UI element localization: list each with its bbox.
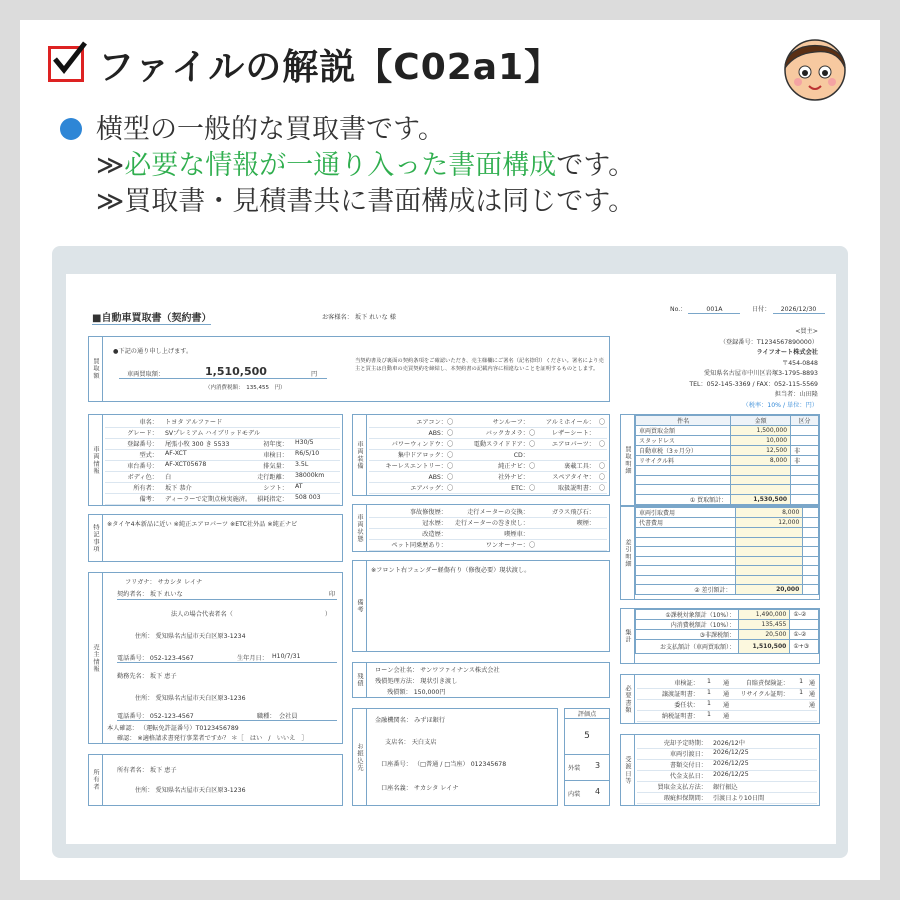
- table-cell: [636, 566, 736, 576]
- table-cell: [636, 528, 736, 538]
- cell-text: R6/5/10: [295, 450, 320, 457]
- cell-text: エアロパーツ：: [551, 441, 595, 448]
- table-row: [636, 436, 819, 446]
- table-cell: 車両買取金額: [636, 426, 731, 436]
- bullet-list: [60, 112, 635, 220]
- buyer-info: <買主> （登録番号：T1234567890000） ライフオート株式会社 〒454-0848 愛知県名古屋市中川区岩塚3-1795-8893 TEL：052-145-3369 / FAX：052-115-5569 担当者：山田隆 （税率：10% / 単位：円）: [689, 328, 818, 409]
- cell-text: 車検日：: [263, 452, 288, 459]
- delivery-section: 受渡日等 売却予定時期： 2026/12中 車両引渡日： 2026/12/25 書類交付日： 2026/12/25 代金支払日： 2026/12/25 買取金支払方法： 銀行振込 瑕疵担保期間： 引渡日より10日間: [620, 734, 820, 806]
- table-row: [637, 711, 817, 722]
- cell-text: 電動スライドドア：: [473, 441, 529, 448]
- table-cell: [791, 436, 819, 446]
- table-cell: [791, 485, 819, 495]
- table-cell: [803, 585, 819, 595]
- documents-table: [637, 678, 817, 722]
- cell-text: CD：: [513, 452, 529, 459]
- cell-text: 〇: [529, 430, 536, 437]
- boy-avatar-icon: [780, 30, 850, 102]
- cell-text: 損耗指定：: [257, 496, 288, 503]
- table-cell: [636, 485, 731, 495]
- cell-text: 瑕疵担保期間：: [663, 795, 707, 802]
- table-row: [636, 416, 819, 426]
- table-cell: 10,000: [731, 436, 791, 446]
- cell-text: 銀行振込: [713, 784, 738, 791]
- cell-text: 所有者：: [133, 485, 158, 492]
- cell-text: 1: [707, 678, 711, 685]
- table-row: [636, 566, 819, 576]
- table-cell: [803, 547, 819, 557]
- table-cell: ①+③: [790, 640, 819, 654]
- table-row: [636, 556, 819, 566]
- cell-text: 納税証明書：: [661, 713, 699, 720]
- table-row: [636, 528, 819, 538]
- purchase-document: [66, 274, 836, 844]
- table-row: [105, 472, 340, 483]
- cell-text: ガラス飛び石：: [551, 509, 595, 516]
- score-total: 5: [584, 731, 590, 741]
- page-title: ファイルの解説【C02a1】: [98, 46, 562, 88]
- table-row: [636, 537, 819, 547]
- contract-notice: 当契約書及び裏面の契約条項をご確認いただき、売主様欄にご署名（記名捺印）ください。署名により売主と買主は自動車の売買契約を締結し、本契約書の記載内容に相違ないことを証明するものとします。: [355, 358, 604, 372]
- table-row: [369, 529, 607, 540]
- cell-text: SVプレミアム ハイブリッドモデル: [165, 430, 261, 437]
- cell-text: 備考：: [139, 496, 158, 503]
- cell-text: 集中ドアロック：: [397, 452, 447, 459]
- cell-text: 1: [707, 700, 711, 707]
- cell-text: 1: [799, 689, 803, 696]
- table-cell: [735, 556, 803, 566]
- cell-text: 38000km: [295, 472, 325, 479]
- slide-card: [20, 20, 880, 880]
- totals-table: [635, 609, 819, 654]
- cell-text: 喫煙：: [576, 520, 595, 527]
- cell-text: 通: [808, 691, 815, 698]
- table-cell: 1,530,500: [731, 494, 791, 504]
- checkbox-icon: [48, 46, 84, 82]
- remarks-section: 備考 ※フロント右フェンダー軽傷有り（修復必要）現状渡し。: [352, 560, 610, 652]
- table-cell: 代書費用: [636, 518, 736, 528]
- table-row: [636, 494, 819, 504]
- cell-text: 代金支払日：: [669, 773, 707, 780]
- cell-text: 尾張小牧 300 き 5533: [165, 441, 230, 448]
- cell-text: 〇: [447, 463, 454, 470]
- table-cell: [735, 575, 803, 585]
- cell-text: ETC：: [511, 485, 529, 492]
- table-cell: [636, 547, 736, 557]
- title-row: [48, 34, 561, 94]
- table-cell: [735, 528, 803, 538]
- table-cell: 8,000: [735, 508, 803, 518]
- price-section-label: 買取額: [89, 337, 103, 401]
- cell-text: グレード：: [127, 430, 158, 437]
- table-row: [105, 494, 340, 505]
- cell-text: 売却予定時期：: [663, 740, 707, 747]
- cell-text: 坂下 恭介: [165, 485, 192, 492]
- cell-text: アルミホイール：: [545, 419, 595, 426]
- bullet-line-2: ≫必要な情報が一通り入った書面構成です。: [96, 150, 636, 181]
- table-row: [369, 417, 607, 428]
- doc-number: No.： 001A: [670, 304, 740, 314]
- table-cell: [803, 556, 819, 566]
- cell-text: 〇: [598, 474, 605, 481]
- bullet-line-1: 横型の一般的な買取書です。: [60, 112, 635, 148]
- cell-text: スペアタイヤ：: [552, 474, 595, 481]
- cell-text: 通: [723, 691, 730, 698]
- equipment-table: [369, 417, 607, 494]
- bullet-dot-icon: [60, 118, 82, 140]
- cell-text: ワンオーナー：: [485, 542, 529, 549]
- table-cell: 車両引取費用: [636, 508, 736, 518]
- purchase-details-table: [635, 415, 819, 505]
- table-cell: [790, 620, 819, 630]
- documents-section: 必要書類 車検証： 1 通 自賠責保険証： 1 通 譲渡証明書： 1 通 リサイクル証明： 1 通 委任状： 1 通 通 納税証明書： 1 通: [620, 674, 820, 724]
- table-row: [637, 689, 817, 700]
- condition-table: [369, 507, 607, 551]
- table-row: [636, 630, 819, 640]
- table-cell: ① 買取額計：: [636, 494, 731, 504]
- cell-text: エアバッグ：: [410, 485, 447, 492]
- table-cell: 12,000: [735, 518, 803, 528]
- cell-text: 通: [723, 680, 730, 687]
- table-row: [636, 640, 819, 654]
- score-section: 評価点 5 外装 3 内装 4: [564, 708, 610, 806]
- table-row: [369, 461, 607, 472]
- table-cell: 内消費税額計（10%）：: [636, 620, 739, 630]
- table-cell: 1,500,000: [731, 426, 791, 436]
- table-cell: 20,000: [735, 585, 803, 595]
- table-cell: 金額: [731, 416, 791, 426]
- table-row: [105, 461, 340, 472]
- cell-text: バックカメラ：: [485, 430, 529, 437]
- equipment-section: 車両装備 エアコン： 〇 サンルーフ： アルミホイール： 〇 ABS： 〇 バックカメラ： 〇 レザーシート： パワーウィンドウ： 〇 電動スライドドア： 〇 エアロパーツ： 〇 集中ドアロック： 〇 CD： キーレスエントリー： 〇 純正ナビ： 〇 裏載工具： 〇 ABS： 〇 社外ナビ： スペアタイヤ： 〇 エアバッグ： 〇 ETC： 〇 取扱説明書： 〇: [352, 414, 610, 496]
- cell-text: 走行メーターの交換：: [467, 509, 529, 516]
- cell-text: 2026/12中: [713, 740, 745, 747]
- table-cell: ② 差引額計：: [636, 585, 736, 595]
- cell-text: AF-XCT: [165, 450, 187, 457]
- table-cell: ①課税対象額計（10%）：: [636, 610, 739, 620]
- table-cell: [803, 537, 819, 547]
- table-cell: 件名: [636, 416, 731, 426]
- price-amount: 1,510,500: [205, 365, 267, 378]
- table-row: [369, 507, 607, 518]
- table-row: [637, 782, 817, 793]
- cell-text: 〇: [447, 452, 454, 459]
- table-cell: お支払額計（車両買取額）：: [636, 640, 739, 654]
- table-row: [637, 771, 817, 782]
- table-row: [637, 749, 817, 760]
- cell-text: 車検証：: [674, 680, 699, 687]
- cell-text: 社外ナビ：: [498, 474, 529, 481]
- table-row: [636, 485, 819, 495]
- cell-text: 〇: [447, 441, 454, 448]
- delivery-table: [637, 738, 817, 804]
- cell-text: サンルーフ：: [492, 419, 529, 426]
- cell-text: 車両引渡日：: [669, 751, 707, 758]
- cell-text: 登録番号：: [127, 441, 158, 448]
- table-cell: [803, 566, 819, 576]
- cell-text: 1: [707, 689, 711, 696]
- cell-text: 〇: [529, 485, 536, 492]
- table-cell: [636, 556, 736, 566]
- table-cell: スタッドレス: [636, 436, 731, 446]
- table-cell: [791, 466, 819, 476]
- cell-text: 純正ナビ：: [498, 463, 529, 470]
- table-cell: [636, 475, 731, 485]
- table-cell: [735, 537, 803, 547]
- loan-section: 残債 ローン会社名： サンワファイナンス株式会社 残債処理方法： 現状引き渡し 残債額： 150,000円: [352, 662, 610, 698]
- cell-text: 初年度：: [263, 441, 288, 448]
- table-row: [636, 475, 819, 485]
- cell-text: 〇: [598, 419, 605, 426]
- cell-text: 〇: [447, 430, 454, 437]
- cell-text: 喫煙車：: [504, 531, 529, 538]
- table-row: [637, 760, 817, 771]
- cell-text: ペット同乗歴あり：: [391, 542, 447, 549]
- table-row: [637, 700, 817, 711]
- table-row: [636, 547, 819, 557]
- seller-section: 売主情報 フリガナ： サカシタ レイナ 契約者名： 坂下 れいな 印 法人の場合代表者名（ ） 住所： 愛知県名古屋市天白区原3-1234 電話番号： 052-123-4567 生年月日： H10/7/31 勤務先名： 坂下 恵子 住所： 愛知県名古屋市天白区原3-1236 電話番号： 052-123-4567 職種： 会社員 本人確認： （運転免許証番号）T0123456789 確認： ※適格請求書発行事業者ですか？ ＊［ はい / いいえ ］: [88, 572, 343, 744]
- table-row: [369, 439, 607, 450]
- table-cell: [803, 575, 819, 585]
- table-cell: 非: [791, 456, 819, 466]
- cell-text: 裏載工具：: [564, 463, 595, 470]
- cell-text: ボディ色：: [127, 474, 158, 481]
- cell-text: トヨタ アルファード: [165, 419, 223, 426]
- cell-text: 〇: [529, 463, 536, 470]
- table-row: [636, 575, 819, 585]
- table-cell: [791, 475, 819, 485]
- customer-name: お客様名： 坂下 れいな 様: [322, 314, 396, 321]
- cell-text: シフト：: [263, 485, 288, 492]
- table-row: [105, 450, 340, 461]
- table-cell: [791, 426, 819, 436]
- table-cell: 20,500: [739, 630, 790, 640]
- cell-text: 1: [799, 678, 803, 685]
- cell-text: 譲渡証明書：: [661, 691, 699, 698]
- cell-text: 通: [723, 713, 730, 720]
- table-cell: [731, 466, 791, 476]
- purchase-details-section: 買取明細 件名 金額 区分 車両買取金額 1,500,000 スタッドレス 10,000 自動車税（3ヵ月分） 12,500 非 リサイクル料 8,000 非 ① 買取額計： 1,530,500: [620, 414, 820, 506]
- table-row: [105, 417, 340, 428]
- doc-title: ■自動車買取書（契約書）: [92, 309, 211, 325]
- table-row: [636, 518, 819, 528]
- table-cell: ①-②: [790, 630, 819, 640]
- cell-text: エアコン：: [416, 419, 447, 426]
- cell-text: 通: [808, 702, 815, 709]
- cell-text: キーレスエントリー：: [385, 463, 447, 470]
- table-cell: [636, 537, 736, 547]
- cell-text: 通: [808, 680, 815, 687]
- table-cell: 区分: [791, 416, 819, 426]
- cell-text: 委任状：: [674, 702, 699, 709]
- cell-text: 引渡日より10日間: [713, 795, 765, 802]
- table-cell: [803, 518, 819, 528]
- price-section: 買取額 ●下記の通り申し上げます。 車両買取額： 1,510,500 円 （内消費税額： 135,455 円） 当契約書及び裏面の契約条項をご確認いただき、売主様欄にご署名（記名捺印）ください。署名により売主と買主は自動車の売買契約を締結し、本契約書の記載内容に相違ないことを証明するものとします。: [88, 336, 610, 402]
- cell-text: ディーラーで定期点検実施済。: [165, 496, 252, 503]
- cell-text: 取扱説明書：: [557, 485, 595, 492]
- cell-text: 型式：: [139, 452, 158, 459]
- cell-text: 走行距離：: [257, 474, 288, 481]
- table-cell: [735, 566, 803, 576]
- table-row: [636, 466, 819, 476]
- table-row: [636, 620, 819, 630]
- table-row: [636, 508, 819, 518]
- table-row: [105, 428, 340, 439]
- cell-text: 事故修復歴：: [409, 509, 447, 516]
- table-cell: [731, 485, 791, 495]
- cell-text: AT: [295, 483, 303, 490]
- table-row: [369, 428, 607, 439]
- table-row: [636, 426, 819, 436]
- table-row: [636, 456, 819, 466]
- cell-text: 〇: [529, 542, 536, 549]
- cell-text: 通: [723, 702, 730, 709]
- vehicle-info-section: 車両情報 車名： トヨタ アルファード グレード： SVプレミアム ハイブリッドモデル 登録番号： 尾張小牧 300 き 5533 初年度： H30/5 型式： AF-XCT 車検日： R6/5/10 車台番号： AF-XCT05678 排気量： 3.5L ボディ色： 白 走行距離： 38000km 所有者： 坂下 恭介 シフト： AT 備考： ディーラーで定期点検実施済。 損耗指定： 508 003: [88, 414, 343, 506]
- table-row: [369, 472, 607, 483]
- special-notes-section: 特記事項 ※タイヤ4本新品に近い ※純正エアロパーツ ※ETC社外品 ※純正ナビ: [88, 514, 343, 562]
- table-row: [636, 446, 819, 456]
- table-row: [636, 585, 819, 595]
- cell-text: 走行メーターの巻き戻し：: [454, 520, 529, 527]
- cell-text: レザーシート：: [551, 430, 595, 437]
- table-cell: 135,455: [739, 620, 790, 630]
- cell-text: 〇: [598, 485, 605, 492]
- doc-date: 日付： 2026/12/30: [752, 304, 825, 314]
- condition-section: 車両状態 事故修復歴： 走行メーターの交換： ガラス飛び石： 冠水歴： 走行メーターの巻き戻し： 喫煙： 改造歴： 喫煙車： ペット同乗歴あり： ワンオーナー： 〇: [352, 504, 610, 552]
- cell-text: 冠水歴：: [422, 520, 447, 527]
- table-cell: [735, 547, 803, 557]
- table-cell: [636, 466, 731, 476]
- cell-text: 2026/12/25: [713, 771, 749, 778]
- totals-section: 集計 ①課税対象額計（10%）： 1,490,000 ①-② 内消費税額計（10%）： 135,455 ③非課税額： 20,500 ①-② お支払額計（車両買取額）： 1,510,500 ①+③: [620, 608, 820, 664]
- table-cell: 非: [791, 446, 819, 456]
- deduction-section: 差引明細 車両引取費用 8,000 代書費用 12,000 ② 差引額計： 20,000: [620, 506, 820, 600]
- cell-text: 508 003: [295, 494, 321, 501]
- deduction-table: [635, 507, 819, 595]
- table-row: [105, 483, 340, 494]
- table-row: [105, 439, 340, 450]
- table-row: [637, 738, 817, 749]
- table-row: [636, 610, 819, 620]
- table-cell: 8,000: [731, 456, 791, 466]
- cell-text: H30/5: [295, 439, 314, 446]
- cell-text: 排気量：: [263, 463, 288, 470]
- table-cell: 1,490,000: [739, 610, 790, 620]
- cell-text: 白: [165, 474, 172, 481]
- cell-text: AF-XCT05678: [165, 461, 207, 468]
- table-cell: [803, 508, 819, 518]
- cell-text: 車台番号：: [127, 463, 158, 470]
- table-cell: [731, 475, 791, 485]
- cell-text: 1: [707, 711, 711, 718]
- table-cell: 1,510,500: [739, 640, 790, 654]
- cell-text: 〇: [598, 441, 605, 448]
- cell-text: リサイクル証明：: [740, 691, 789, 698]
- table-cell: ①-②: [790, 610, 819, 620]
- cell-text: ABS：: [428, 474, 447, 481]
- table-cell: [636, 575, 736, 585]
- cell-text: ABS：: [428, 430, 447, 437]
- table-row: [369, 518, 607, 529]
- cell-text: 〇: [447, 419, 454, 426]
- cell-text: 2026/12/25: [713, 760, 749, 767]
- table-cell: [803, 528, 819, 538]
- cell-text: 〇: [598, 463, 605, 470]
- cell-text: 〇: [447, 485, 454, 492]
- cell-text: パワーウィンドウ：: [391, 441, 447, 448]
- cell-text: 自賠責保険証：: [745, 680, 789, 687]
- table-cell: 自動車税（3ヵ月分）: [636, 446, 731, 456]
- table-row: [637, 678, 817, 689]
- table-row: [369, 450, 607, 461]
- document-preview-frame: [52, 246, 848, 858]
- cell-text: 〇: [447, 474, 454, 481]
- table-cell: リサイクル料: [636, 456, 731, 466]
- bank-section: お振込先 金融機関名： みずほ銀行 支店名： 天白支店 口座番号： （□普通 / □当座） 012345678 口座名義： サカシタ レイナ: [352, 708, 558, 806]
- cell-text: 3.5L: [295, 461, 309, 468]
- table-row: [369, 540, 607, 551]
- cell-text: 車名：: [139, 419, 158, 426]
- table-cell: ③非課税額：: [636, 630, 739, 640]
- owner-section: 所有者 所有者名： 坂下 恵子 住所： 愛知県名古屋市天白区原3-1236: [88, 754, 343, 806]
- cell-text: 買取金支払方法：: [657, 784, 707, 791]
- cell-text: 〇: [529, 441, 536, 448]
- table-row: [369, 483, 607, 494]
- cell-text: 改造歴：: [422, 531, 447, 538]
- vehicle-info-table: [105, 417, 340, 505]
- table-row: [637, 793, 817, 804]
- cell-text: 書類交付日：: [669, 762, 707, 769]
- table-cell: [791, 494, 819, 504]
- bullet-line-3: ≫買取書・見積書共に書面構成は同じです。: [96, 186, 636, 217]
- price-amount-line: 車両買取額： 1,510,500 円: [119, 365, 327, 379]
- table-cell: 12,500: [731, 446, 791, 456]
- cell-text: 2026/12/25: [713, 749, 749, 756]
